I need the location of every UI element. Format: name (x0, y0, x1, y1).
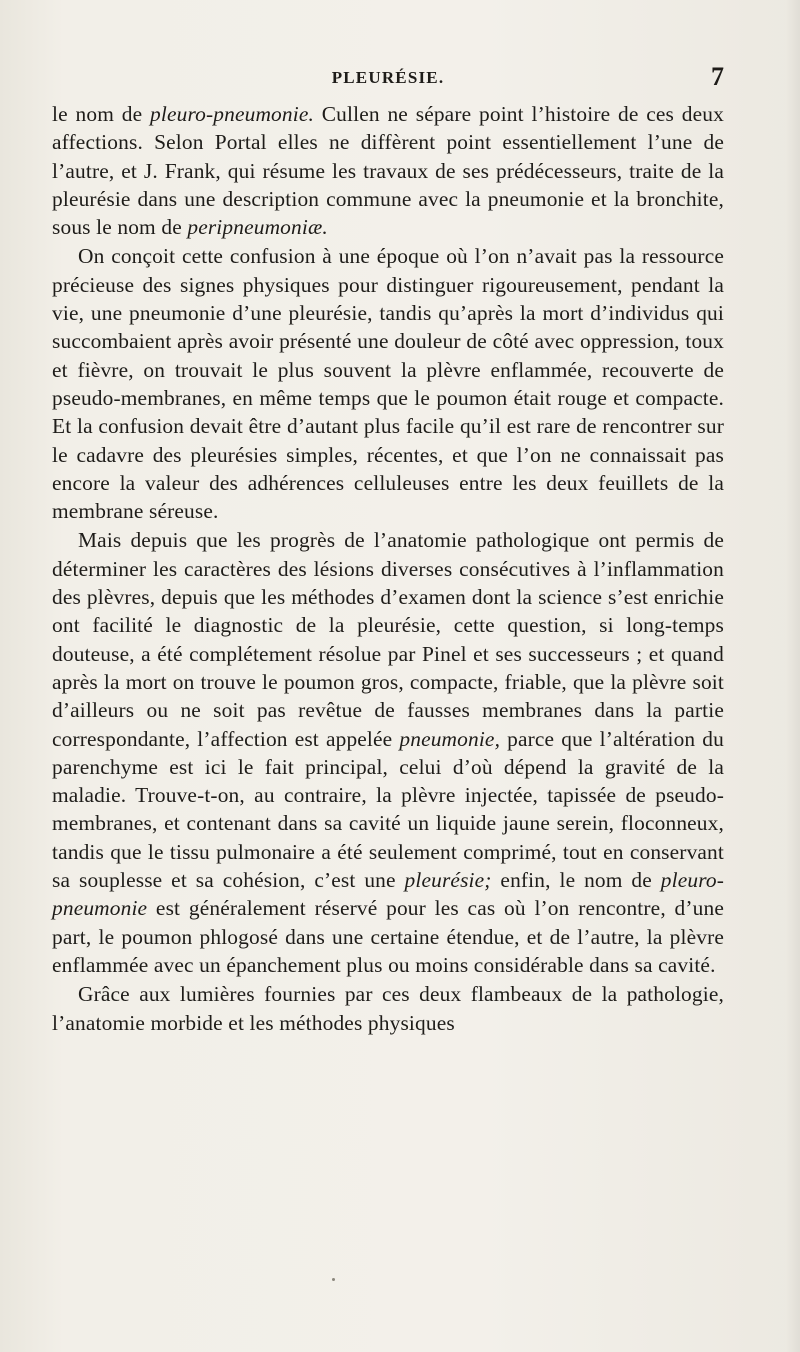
page-header (52, 62, 724, 92)
text-run: parce que l’altération du parenchyme est ici le fait principal, celui d’où dépend la gravité de la maladie. Trouve-t-on, au contraire, la plèvre injectée, tapissée de pseudo-membranes, et contenant dans sa cavité un liquide jaune serein, floconneux, tandis que le tissu pulmonaire a été seulement comprimé, tout en conservant sa souplesse et sa cohésion, c’est une (52, 726, 724, 893)
text-run: On conçoit cette confusion à une époque où l’on n’avait pas la ressource précieuse des signes physiques pour distinguer rigoureusement, pendant la vie, une pneumonie d’une pleurésie, tandis qu’après la mort d’individus qui succombaient après avoir présenté une douleur de côté avec oppression, toux et fièvre, on trouvait le plus souvent la plèvre enflammée, recouverte de pseudo-membranes, en même temps que le poumon était rouge et compacte. Et la confusion devait être d’autant plus facile qu’il est rare de rencontrer sur le cadavre des pleurésies simples, récentes, et que l’on ne connaissait pas encore la valeur des adhérences celluleuses entre les deux feuillets de la membrane séreuse. (52, 244, 724, 524)
text-run: est généralement réservé pour les cas où l’on rencontre, d’une part, le poumon phlogosé dans une certaine étendue, et de l’autre, la plèvre enflammée avec un épanchement plus ou moins considérable dans sa cavité. (52, 896, 724, 977)
paragraph-4 (52, 980, 724, 1037)
italic-term: peripneumoniæ. (187, 215, 328, 240)
text-run: Mais depuis que les progrès de l’anatomie pathologique ont permis de déterminer les caractères des lésions diverses consécutives à l’inflammation des plèvres, depuis que les méthodes d’examen dont la science s’est enrichie ont facilité le diagnostic de la pleurésie, cette question, si long-temps douteuse, a été complétement résolue par Pinel et ses successeurs ; et quand après la mort on trouve le poumon gros, compacte, friable, que la plèvre soit d’ailleurs ou ne soit pas revêtue de fausses membranes dans la partie correspondante, l’affection est appelée (52, 528, 724, 751)
paragraph-3 (52, 526, 724, 979)
page-edge-shadow (786, 0, 800, 1352)
italic-term: pleuro-pneumonie. (150, 102, 314, 126)
italic-term: pneumonie, (399, 726, 501, 751)
text-run: enfin, le nom de (491, 868, 661, 893)
italic-term: pleurésie; (404, 868, 492, 893)
text-run: Cullen ne sépare point l’histoire de ces deux affections. Selon Portal elles ne diffèrent point essentiellement l’une de l’autre, et J. Frank, qui résume les travaux de ses prédécesseurs, traite de la pleurésie dans une description commune avec la pneumonie et la bronchite, sous le nom de (52, 102, 724, 240)
italic-term: pleuro-pneumonie (52, 868, 724, 921)
text-run: le nom de (52, 102, 151, 126)
paragraph-1 (52, 100, 724, 241)
page-number: 7 (711, 62, 724, 91)
body-text (52, 100, 724, 1037)
paragraph-2 (52, 242, 724, 525)
paper-speck (332, 1278, 335, 1281)
running-title: PLEURÉSIE. (331, 68, 445, 87)
text-run: Grâce aux lumières fournies par ces deux flambeaux de la pathologie, l’anatomie morbide et les méthodes physiques (52, 982, 724, 1035)
